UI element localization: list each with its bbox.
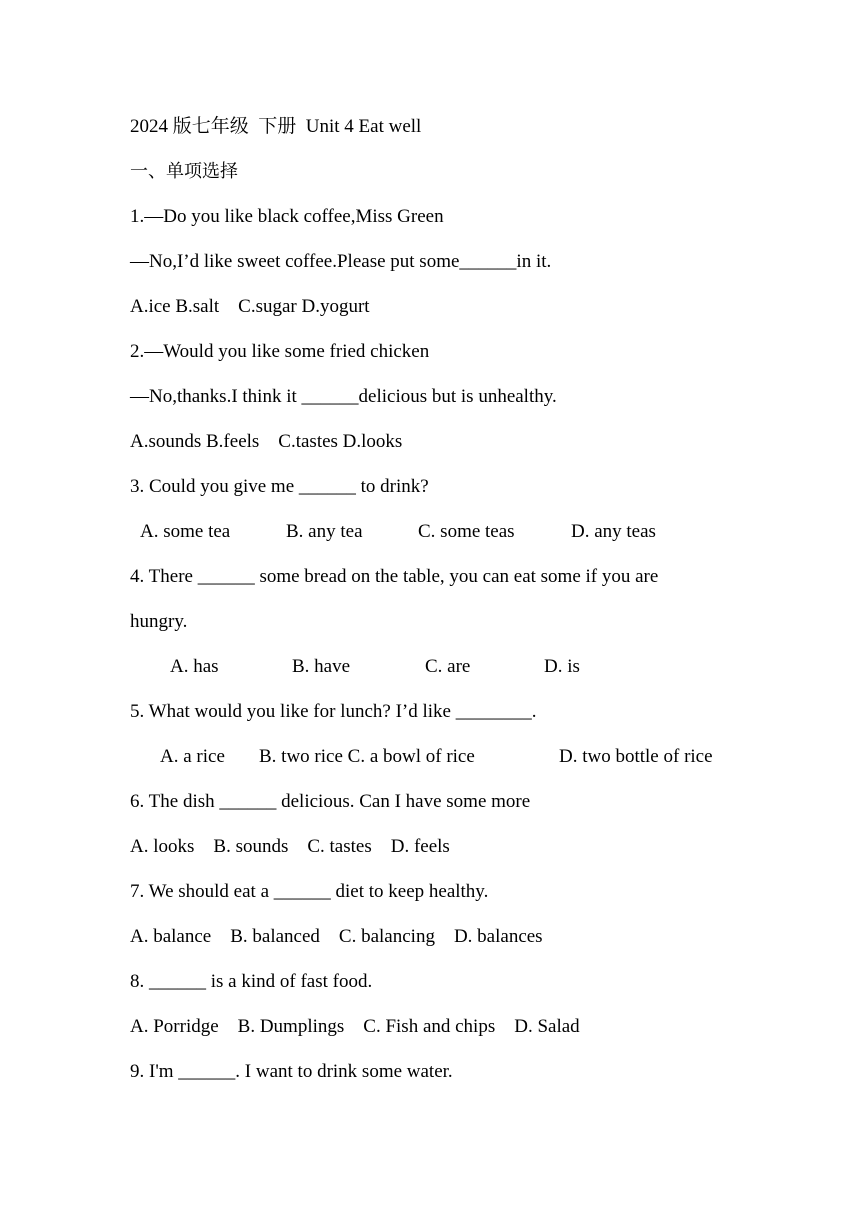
question-4-stem: 4. There ______ some bread on the table, you can eat some if you are xyxy=(130,566,659,587)
question-9-stem: 9. I'm ______. I want to drink some water. xyxy=(130,1061,453,1082)
question-1-stem: 1.—Do you like black coffee,Miss Green xyxy=(130,206,444,227)
section-heading: 一、单项选择 xyxy=(130,161,238,182)
question-3-option-c: C. some teas xyxy=(418,521,515,542)
question-4-stem-continued: hungry. xyxy=(130,611,188,632)
question-5-stem: 5. What would you like for lunch? I’d like ________. xyxy=(130,701,537,722)
question-8-stem: 8. ______ is a kind of fast food. xyxy=(130,971,373,992)
question-6-options: A. looks B. sounds C. tastes D. feels xyxy=(130,836,450,857)
question-5-option-bc: B. two rice C. a bowl of rice xyxy=(259,746,475,767)
question-4-option-a: A. has xyxy=(170,656,219,677)
question-5-option-d: D. two bottle of rice xyxy=(559,746,713,767)
question-2-stem: 2.—Would you like some fried chicken xyxy=(130,341,430,362)
question-1-response: —No,I’d like sweet coffee.Please put some______in it. xyxy=(130,251,552,272)
question-3-option-d: D. any teas xyxy=(571,521,656,542)
question-8-options: A. Porridge B. Dumplings C. Fish and chips D. Salad xyxy=(130,1016,580,1037)
question-5-option-a: A. a rice xyxy=(160,746,225,767)
question-2-options: A.sounds B.feels C.tastes D.looks xyxy=(130,431,403,452)
question-4-option-d: D. is xyxy=(544,656,580,677)
question-4-option-b: B. have xyxy=(292,656,351,677)
question-3-option-a: A. some tea xyxy=(140,521,231,542)
question-7-stem: 7. We should eat a ______ diet to keep healthy. xyxy=(130,881,489,902)
document-title: 2024 版七年级 下册 Unit 4 Eat well xyxy=(130,116,422,137)
question-1-options: A.ice B.salt C.sugar D.yogurt xyxy=(130,296,370,317)
question-6-stem: 6. The dish ______ delicious. Can I have some more xyxy=(130,791,531,812)
question-3-stem: 3. Could you give me ______ to drink? xyxy=(130,476,429,497)
question-4-option-c: C. are xyxy=(425,656,471,677)
question-3-option-b: B. any tea xyxy=(286,521,363,542)
question-7-options: A. balance B. balanced C. balancing D. balances xyxy=(130,926,543,947)
question-2-response: —No,thanks.I think it ______delicious but is unhealthy. xyxy=(130,386,557,407)
